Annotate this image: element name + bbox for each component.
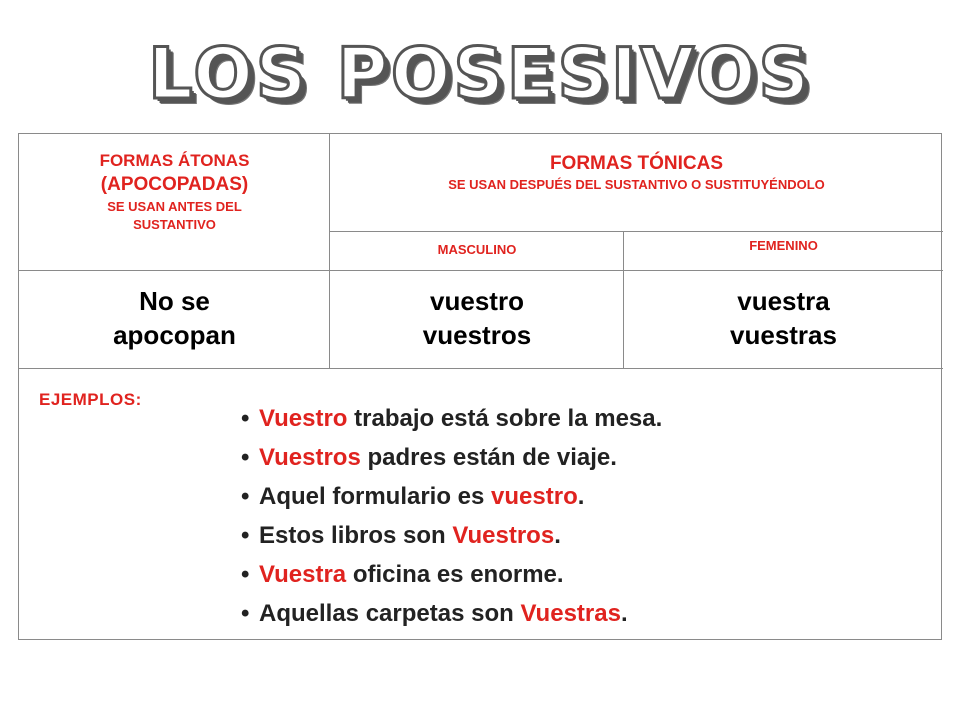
example-highlight: Vuestro xyxy=(259,405,348,432)
example-highlight: Vuestros xyxy=(452,522,555,549)
atonas-note-2: SUSTANTIVO xyxy=(133,217,216,232)
example-text: Aquellas carpetas son xyxy=(259,600,521,627)
example-text: Estos libros son xyxy=(259,522,453,549)
bullet-icon: • xyxy=(241,522,250,549)
list-item xyxy=(241,555,662,594)
form-text: vuestro xyxy=(430,286,524,316)
list-item xyxy=(241,477,662,516)
example-highlight: Vuestra xyxy=(259,561,347,588)
bullet-icon: • xyxy=(241,405,250,432)
tonicas-title: FORMAS TÓNICAS xyxy=(549,153,724,174)
page-title: LOS POSESIVOS xyxy=(148,33,812,115)
example-highlight: vuestro xyxy=(491,483,578,510)
bullet-icon: • xyxy=(241,561,250,588)
form-text: apocopan xyxy=(113,320,236,350)
example-text: . xyxy=(577,483,585,510)
atonas-subtitle: (APOCOPADAS) xyxy=(100,174,249,195)
example-highlight: Vuestros xyxy=(259,444,361,471)
example-text: . xyxy=(554,522,561,549)
example-highlight: Vuestras xyxy=(520,600,621,627)
examples-list xyxy=(241,399,662,633)
example-text: Aquel formulario es xyxy=(259,483,492,510)
form-text: vuestros xyxy=(422,320,532,350)
cell-atonas-forms xyxy=(19,270,330,368)
list-item xyxy=(241,438,662,477)
list-item xyxy=(241,399,662,438)
possessives-table xyxy=(18,133,942,640)
tonicas-note: SE USAN DESPUÉS DEL SUSTANTIVO O SUSTITUYÉNDOLO xyxy=(448,177,825,192)
example-text: . xyxy=(620,600,628,627)
form-text: vuestras xyxy=(730,320,837,350)
header-femenino: FEMENINO xyxy=(749,238,818,253)
header-masculino: MASCULINO xyxy=(437,242,517,257)
bullet-icon: • xyxy=(241,483,250,510)
form-text: vuestra xyxy=(737,286,830,316)
cell-masculino-forms xyxy=(330,270,624,368)
list-item xyxy=(241,516,662,555)
bullet-icon: • xyxy=(241,444,250,471)
cell-femenino-forms xyxy=(624,270,943,368)
ejemplos-label: EJEMPLOS: xyxy=(39,390,142,409)
bullet-icon: • xyxy=(241,600,250,627)
header-formas-tonicas xyxy=(330,134,943,231)
example-text: trabajo está sobre la mesa. xyxy=(347,405,663,432)
header-formas-atonas xyxy=(19,134,330,270)
atonas-title: FORMAS ÁTONAS xyxy=(99,151,250,170)
example-text: padres están de viaje. xyxy=(360,444,617,471)
divider xyxy=(19,368,943,369)
atonas-note-1: SE USAN ANTES DEL xyxy=(107,199,242,214)
form-text: No se xyxy=(139,286,210,316)
list-item xyxy=(241,594,662,633)
example-text: oficina es enorme. xyxy=(346,561,564,588)
